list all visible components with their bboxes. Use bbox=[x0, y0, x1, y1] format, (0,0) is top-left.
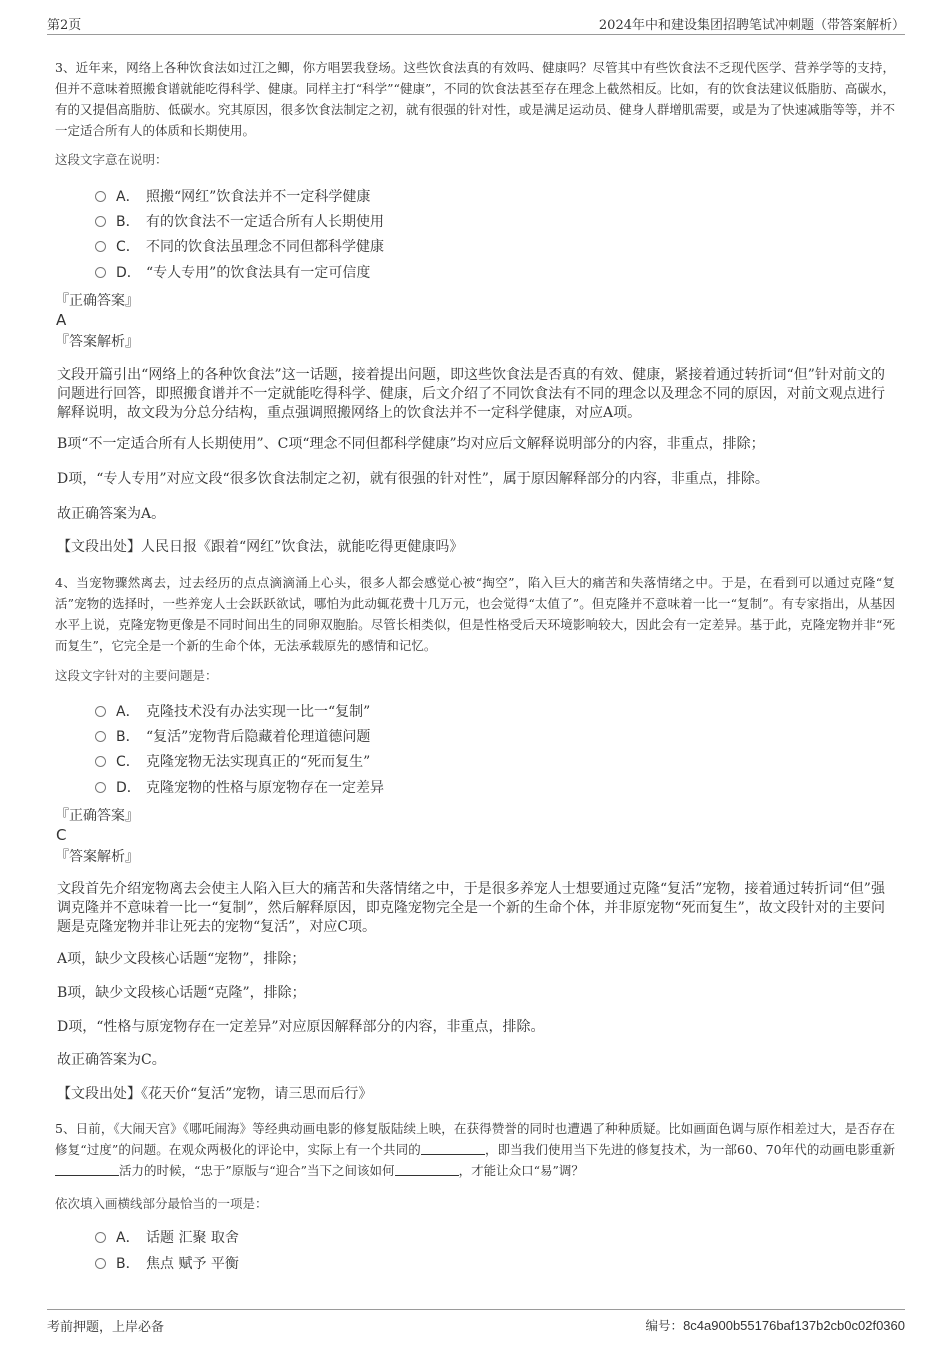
q4-option-b[interactable]: B． “复活”宠物背后隐藏着伦理道德问题 bbox=[95, 726, 370, 748]
page-footer bbox=[47, 1309, 905, 1336]
radio-icon[interactable] bbox=[95, 216, 106, 227]
question-3-lead: 这段文字意在说明： bbox=[55, 152, 168, 167]
blank-2[interactable] bbox=[55, 1163, 119, 1176]
q4-analysis-para: 故正确答案为C。 bbox=[57, 1052, 166, 1068]
blank-1[interactable] bbox=[421, 1142, 485, 1155]
q3-analysis-para: 故正确答案为A。 bbox=[57, 506, 166, 522]
page-number: 第2页 bbox=[47, 18, 82, 33]
footer-slogan: 考前押题，上岸必备 bbox=[47, 1320, 165, 1335]
q4-analysis-label: 『答案解析』 bbox=[55, 849, 139, 865]
q3-analysis-label: 『答案解析』 bbox=[55, 334, 139, 350]
question-4-stem: 4、当宠物骤然离去，过去经历的点点滴滴涌上心头，很多人都会感觉心被“掏空”，陷入巨大的痛苦和失落情绪之中。于是，在看到可以通过克隆“复活”宠物的选择时，一些养宠人士会跃跃欲试，哪怕为此动辄花费十几万元，也会觉得“太值了”。但克隆并不意味着一比一“复制”。有专家指出，从基因水平上说，克隆宠物更像是不同时间出生的同卵双胞胎。尽管长相类似，但是性格受后天环境影响较大，因此会有一定差异。基于此，克隆宠物并非“死而复生”，它完全是一个新的生命个体，无法承载原先的感情和记忆。 bbox=[55, 575, 895, 653]
q3-answer: A bbox=[56, 311, 67, 329]
radio-icon[interactable] bbox=[95, 241, 106, 252]
q3-source: 【文段出处】人民日报《跟着“网红”饮食法，就能吃得更健康吗》 bbox=[57, 539, 464, 555]
q4-answer: C bbox=[56, 826, 67, 844]
question-5-stem: 5、日前，《大闹天宫》《哪吒闹海》等经典动画电影的修复版陆续上映，在获得赞誉的同时也遭遇了种种质疑。比如画面色调与原作相差过大，是否存在修复“过度”的问题。在观众两极化的评论中，实际上有一个共同的 ，即当我们使用当下先进的修复技术，为一部60、70年代的动画电影重新活力的时候，“忠于”原版与“迎合”当下之间该如何 ，才能让众口“易”调？ bbox=[55, 1121, 895, 1178]
q4-analysis-para: B项，缺少文段核心话题“克隆”，排除； bbox=[57, 985, 306, 1001]
q4-source: 【文段出处】《花天价“复活”宠物，请三思而后行》 bbox=[57, 1086, 373, 1102]
q4-analysis-para: 文段首先介绍宠物离去会使主人陷入巨大的痛苦和失落情绪之中，于是很多养宠人士想要通过克隆“复活”宠物，接着通过转折词“但”强调克隆并不意味着一比一“复制”，然后解释原因，即克隆宠物完全是一个新的生命个体，并非原宠物“死而复生”，故文段针对的主要问题是克隆宠物并非让死去的宠物“复活”，对应C项。 bbox=[57, 881, 885, 935]
q3-option-d[interactable]: D． “专人专用”的饮食法具有一定可信度 bbox=[95, 262, 370, 284]
q3-option-c[interactable]: C． 不同的饮食法虽理念不同但都科学健康 bbox=[95, 236, 384, 258]
q3-analysis-para: B项“不一定适合所有人长期使用”、C项“理念不同但都科学健康”均对应后文解释说明部分的内容，非重点，排除； bbox=[57, 436, 765, 452]
page-header bbox=[47, 12, 905, 35]
radio-icon[interactable] bbox=[95, 731, 106, 742]
q5-option-b[interactable]: B． 焦点 赋予 平衡 bbox=[95, 1253, 239, 1275]
radio-icon[interactable] bbox=[95, 756, 106, 767]
radio-icon[interactable] bbox=[95, 706, 106, 717]
question-3-stem: 3、近年来，网络上各种饮食法如过江之鲫，你方唱罢我登场。这些饮食法真的有效吗、健康吗？尽管其中有些饮食法不乏现代医学、营养学等的支持，但并不意味着照搬食谱就能吃得科学、健康。同样主打“科学”“健康”，不同的饮食法甚至存在理念上截然相反。比如，有的饮食法建议低脂肪、高碳水，有的又提倡高脂肪、低碳水。究其原因，很多饮食法制定之初，就有很强的针对性，或是满足运动员、健身人群增肌需要，或是为了快速减脂等等，并不一定适合所有人的体质和长期使用。 bbox=[55, 60, 895, 138]
q3-option-a[interactable]: A． 照搬“网红”饮食法并不一定科学健康 bbox=[95, 186, 370, 208]
blank-3[interactable] bbox=[395, 1163, 459, 1176]
q4-option-c[interactable]: C． 克隆宠物无法实现真正的“死而复生” bbox=[95, 751, 370, 773]
q4-analysis-para: A项，缺少文段核心话题“宠物”，排除； bbox=[57, 951, 306, 967]
q4-analysis-para: D项，“性格与原宠物存在一定差异”对应原因解释部分的内容，非重点，排除。 bbox=[57, 1019, 545, 1035]
question-5-lead: 依次填入画横线部分最恰当的一项是： bbox=[55, 1196, 268, 1211]
q4-option-a[interactable]: A． 克隆技术没有办法实现一比一“复制” bbox=[95, 701, 370, 723]
radio-icon[interactable] bbox=[95, 1258, 106, 1269]
q3-analysis-para: D项，“专人专用”对应文段“很多饮食法制定之初，就有很强的针对性”，属于原因解释部分的内容，非重点，排除。 bbox=[57, 471, 769, 487]
q4-option-d[interactable]: D． 克隆宠物的性格与原宠物存在一定差异 bbox=[95, 777, 384, 799]
q3-answer-label: 『正确答案』 bbox=[55, 293, 139, 309]
radio-icon[interactable] bbox=[95, 267, 106, 278]
radio-icon[interactable] bbox=[95, 782, 106, 793]
q3-option-b[interactable]: B． 有的饮食法不一定适合所有人长期使用 bbox=[95, 211, 384, 233]
document-title: 2024年中和建设集团招聘笔试冲刺题（带答案解析） bbox=[598, 18, 905, 33]
question-4-lead: 这段文字针对的主要问题是： bbox=[55, 668, 218, 683]
q5-option-a[interactable]: A． 话题 汇聚 取舍 bbox=[95, 1227, 239, 1249]
radio-icon[interactable] bbox=[95, 1232, 106, 1243]
q3-analysis-para: 文段开篇引出“网络上的各种饮食法”这一话题，接着提出问题，即这些饮食法是否真的有效、健康，紧接着通过转折词“但”针对前文的问题进行回答，即照搬食谱并不一定就能吃得科学、健康，后文介绍了不同饮食法有不同的理念以及理念不同的原因，对前文观点进行解释说明，故文段为分总分结构，重点强调照搬网络上的饮食法并不一定科学健康，对应A项。 bbox=[57, 367, 885, 421]
document-id: 编号：8c4a900b55176baf137b2cb0c02f0360 bbox=[645, 1318, 905, 1333]
radio-icon[interactable] bbox=[95, 191, 106, 202]
q4-answer-label: 『正确答案』 bbox=[55, 808, 139, 824]
